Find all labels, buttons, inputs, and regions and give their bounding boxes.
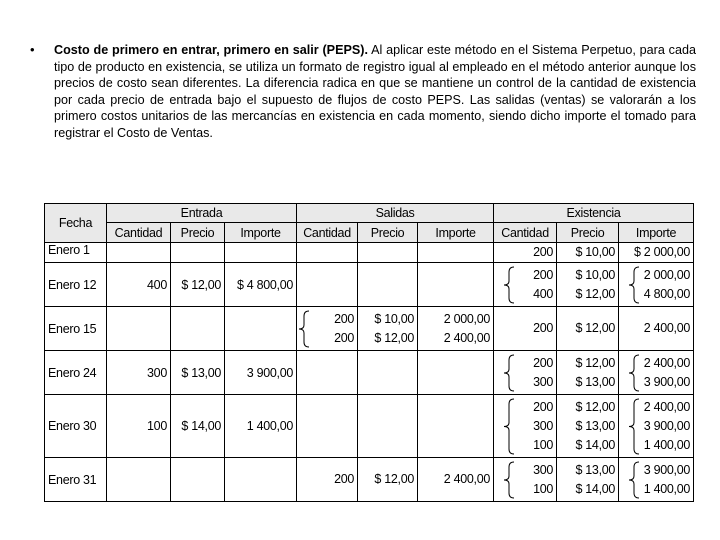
bullet-point: •	[30, 42, 35, 57]
existencia-importe-value: 3 900,00	[643, 462, 691, 477]
fecha-cell: Enero 24	[45, 351, 107, 395]
subheader-precio: Precio	[171, 223, 225, 243]
curly-brace-icon	[628, 354, 640, 392]
existencia-cantidad-value: 300	[533, 462, 554, 477]
existencia-precio-cell	[557, 243, 619, 263]
existencia-importe-value: 2 000,00	[643, 267, 691, 282]
entrada-cantidad-cell	[107, 243, 171, 263]
salidas-cantidad-value: 200	[334, 330, 355, 345]
subheader-cantidad: Cantidad	[494, 223, 557, 243]
existencia-cantidad-value: 300	[533, 418, 554, 433]
salidas-cantidad-stack	[300, 470, 354, 489]
existencia-precio-stack	[560, 398, 615, 455]
existencia-importe-cell	[619, 458, 694, 502]
salidas-precio-cell	[358, 458, 418, 502]
paragraph-block	[30, 42, 696, 150]
existencia-importe-value: 2 400,00	[643, 399, 691, 414]
group-header-existencia: Existencia	[494, 204, 694, 223]
paragraph-lead: Costo de primero en entrar, primero en salir (PEPS).	[54, 43, 368, 57]
existencia-precio-stack	[560, 266, 615, 304]
entrada-precio-cell	[171, 243, 225, 263]
entrada-precio-cell: $ 13,00	[171, 351, 225, 395]
entrada-importe-cell: 1 400,00	[225, 395, 297, 458]
existencia-cantidad-value: 200	[533, 355, 554, 370]
table-row	[45, 307, 694, 351]
subheader-precio: Precio	[557, 223, 619, 243]
entrada-importe-cell	[225, 243, 297, 263]
salidas-importe-cell	[418, 307, 494, 351]
existencia-importe-value: 4 800,00	[643, 286, 691, 301]
existencia-precio-value: $ 14,00	[575, 437, 616, 452]
existencia-precio-cell	[557, 395, 619, 458]
existencia-precio-cell	[557, 351, 619, 395]
existencia-precio-value: $ 10,00	[575, 267, 616, 282]
salidas-cantidad-stack	[300, 310, 354, 348]
salidas-importe-value: 2 000,00	[443, 311, 491, 326]
existencia-importe-value: $ 2 000,00	[633, 245, 691, 259]
existencia-cantidad-stack	[497, 243, 553, 262]
salidas-importe-cell	[418, 243, 494, 263]
existencia-cantidad-value: 300	[533, 374, 554, 389]
table-row	[45, 351, 694, 395]
curly-brace-icon	[503, 461, 515, 499]
existencia-cantidad-value: 400	[533, 286, 554, 301]
salidas-importe-value: 2 400,00	[443, 330, 491, 345]
existencia-importe-cell	[619, 351, 694, 395]
salidas-precio-cell	[358, 395, 418, 458]
salidas-cantidad-value: 200	[334, 311, 355, 326]
curly-brace-icon	[503, 266, 515, 304]
entrada-precio-cell: $ 12,00	[171, 263, 225, 307]
entrada-precio-cell: $ 14,00	[171, 395, 225, 458]
existencia-importe-stack	[622, 461, 690, 499]
subheader-precio: Precio	[358, 223, 418, 243]
fecha-cell: Enero 1	[45, 243, 107, 263]
salidas-importe-cell	[418, 458, 494, 502]
subheader-cantidad: Cantidad	[107, 223, 171, 243]
salidas-precio-cell	[358, 263, 418, 307]
subheader-importe: Importe	[225, 223, 297, 243]
subheader-importe: Importe	[418, 223, 494, 243]
existencia-precio-cell	[557, 307, 619, 351]
existencia-importe-value: 3 900,00	[643, 418, 691, 433]
table-group-header	[45, 204, 694, 223]
salidas-cantidad-cell	[297, 307, 358, 351]
entrada-importe-cell	[225, 307, 297, 351]
existencia-precio-value: $ 12,00	[575, 286, 616, 301]
curly-brace-icon	[628, 398, 640, 455]
existencia-importe-value: 3 900,00	[643, 374, 691, 389]
subheader-cantidad: Cantidad	[297, 223, 358, 243]
salidas-cantidad-cell	[297, 351, 358, 395]
salidas-precio-value: $ 12,00	[374, 330, 415, 345]
salidas-precio-cell	[358, 243, 418, 263]
existencia-importe-value: 2 400,00	[643, 321, 691, 335]
existencia-precio-cell	[557, 458, 619, 502]
existencia-cantidad-value: 200	[533, 245, 554, 259]
existencia-precio-stack	[560, 243, 615, 262]
table-subheader	[45, 223, 694, 243]
entrada-importe-cell	[225, 458, 297, 502]
salidas-cantidad-cell	[297, 243, 358, 263]
subheader-importe: Importe	[619, 223, 694, 243]
fecha-cell: Enero 15	[45, 307, 107, 351]
existencia-cantidad-cell	[494, 307, 557, 351]
salidas-cantidad-cell	[297, 395, 358, 458]
entrada-cantidad-cell: 300	[107, 351, 171, 395]
existencia-importe-cell	[619, 395, 694, 458]
table-row	[45, 395, 694, 458]
existencia-importe-stack	[622, 398, 690, 455]
entrada-cantidad-cell: 100	[107, 395, 171, 458]
existencia-importe-stack	[622, 243, 690, 262]
existencia-cantidad-cell	[494, 263, 557, 307]
salidas-precio-value: $ 12,00	[374, 472, 415, 486]
curly-brace-icon	[503, 398, 515, 455]
curly-brace-icon	[298, 310, 310, 348]
existencia-importe-cell	[619, 263, 694, 307]
existencia-precio-stack	[560, 319, 615, 338]
salidas-cantidad-value: 200	[334, 472, 355, 486]
salidas-importe-cell	[418, 395, 494, 458]
existencia-importe-stack	[622, 266, 690, 304]
salidas-precio-cell	[358, 351, 418, 395]
existencia-cantidad-cell	[494, 243, 557, 263]
group-header-salidas: Salidas	[297, 204, 494, 223]
existencia-importe-value: 2 400,00	[643, 355, 691, 370]
existencia-cantidad-cell	[494, 351, 557, 395]
existencia-precio-value: $ 13,00	[575, 374, 616, 389]
existencia-cantidad-stack	[497, 319, 553, 338]
existencia-importe-cell	[619, 307, 694, 351]
existencia-importe-value: 1 400,00	[643, 481, 691, 496]
existencia-importe-value: 1 400,00	[643, 437, 691, 452]
group-header-entrada: Entrada	[107, 204, 297, 223]
existencia-cantidad-stack	[497, 266, 553, 304]
existencia-precio-cell	[557, 263, 619, 307]
salidas-cantidad-cell	[297, 458, 358, 502]
existencia-precio-value: $ 12,00	[575, 321, 616, 335]
existencia-precio-stack	[560, 354, 615, 392]
existencia-cantidad-value: 200	[533, 321, 554, 335]
curly-brace-icon	[628, 461, 640, 499]
fecha-cell: Enero 30	[45, 395, 107, 458]
existencia-importe-cell	[619, 243, 694, 263]
existencia-cantidad-value: 200	[533, 267, 554, 282]
existencia-precio-value: $ 13,00	[575, 462, 616, 477]
existencia-precio-value: $ 13,00	[575, 418, 616, 433]
existencia-cantidad-cell	[494, 458, 557, 502]
entrada-importe-cell: $ 4 800,00	[225, 263, 297, 307]
existencia-importe-stack	[622, 319, 690, 338]
salidas-precio-stack	[361, 470, 414, 489]
curly-brace-icon	[503, 354, 515, 392]
salidas-precio-value: $ 10,00	[374, 311, 415, 326]
existencia-cantidad-value: 100	[533, 437, 554, 452]
existencia-cantidad-value: 200	[533, 399, 554, 414]
entrada-cantidad-cell: 400	[107, 263, 171, 307]
entrada-cantidad-cell	[107, 307, 171, 351]
existencia-precio-stack	[560, 461, 615, 499]
existencia-importe-stack	[622, 354, 690, 392]
peps-kardex-table	[44, 203, 694, 502]
fecha-header: Fecha	[45, 204, 107, 243]
existencia-cantidad-stack	[497, 398, 553, 455]
existencia-precio-value: $ 10,00	[575, 245, 616, 259]
salidas-importe-cell	[418, 263, 494, 307]
existencia-cantidad-stack	[497, 461, 553, 499]
table-body	[45, 243, 694, 502]
entrada-precio-cell	[171, 307, 225, 351]
existencia-precio-value: $ 12,00	[575, 399, 616, 414]
salidas-precio-cell	[358, 307, 418, 351]
existencia-cantidad-stack	[497, 354, 553, 392]
entrada-cantidad-cell	[107, 458, 171, 502]
salidas-importe-value: 2 400,00	[443, 472, 491, 486]
salidas-importe-stack	[421, 470, 490, 489]
table-row	[45, 458, 694, 502]
existencia-precio-value: $ 14,00	[575, 481, 616, 496]
salidas-importe-stack	[421, 310, 490, 348]
salidas-precio-stack	[361, 310, 414, 348]
paragraph-body: Al aplicar este método en el Sistema Perpetuo, para cada tipo de producto en existencia, se utiliza un formato de registro igual al empleado en el método anterior aunque los precios de costo sean diferentes. La diferencia radica en que se mantiene un control de la cantidad de existencia por cada precio de entrada bajo el supuesto de flujos de costo PEPS. Las salidas (ventas) se valorarán a los primero costos unitarios de las mercancías en existencia en cada momento, siendo dicho importe el tomado para registrar el Costo de Ventas.	[54, 43, 696, 140]
curly-brace-icon	[628, 266, 640, 304]
salidas-cantidad-cell	[297, 263, 358, 307]
table-row	[45, 263, 694, 307]
entrada-precio-cell	[171, 458, 225, 502]
existencia-precio-value: $ 12,00	[575, 355, 616, 370]
fecha-cell: Enero 12	[45, 263, 107, 307]
existencia-cantidad-cell	[494, 395, 557, 458]
table-row	[45, 243, 694, 263]
paragraph-text	[54, 42, 696, 141]
fecha-cell: Enero 31	[45, 458, 107, 502]
salidas-importe-cell	[418, 351, 494, 395]
entrada-importe-cell: 3 900,00	[225, 351, 297, 395]
existencia-cantidad-value: 100	[533, 481, 554, 496]
